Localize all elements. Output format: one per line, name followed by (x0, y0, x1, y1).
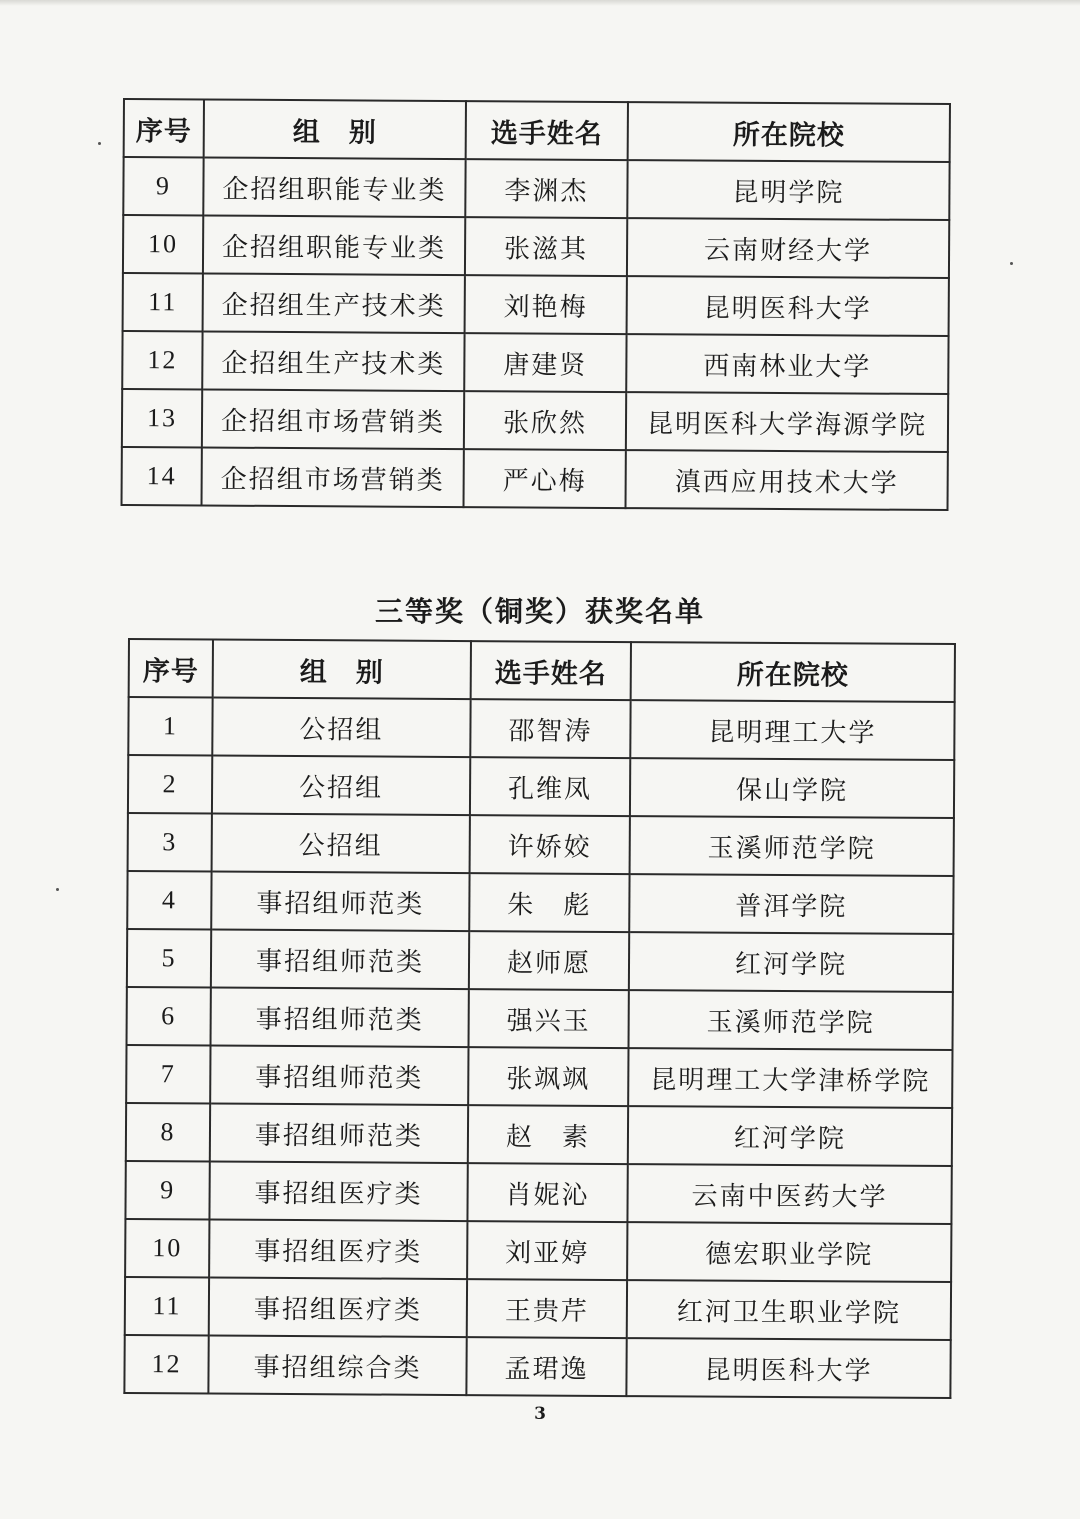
scan-speck (56, 888, 59, 891)
cell-name: 邵智涛 (470, 699, 630, 758)
cell-school: 德宏职业学院 (627, 1222, 951, 1282)
bronze-award-table (123, 638, 956, 1399)
header-group: 组 别 (213, 640, 471, 700)
header-school: 所在院校 (628, 102, 950, 162)
cell-group: 事招组师范类 (211, 872, 469, 932)
cell-name: 刘亚婷 (467, 1221, 627, 1280)
cell-seq: 11 (125, 1277, 209, 1336)
cell-school: 玉溪师范学院 (630, 816, 954, 876)
table-row (125, 1161, 951, 1224)
cell-name: 许娇姣 (470, 815, 630, 874)
award-table-continued (121, 98, 951, 511)
cell-school: 滇西应用技术大学 (626, 450, 948, 510)
table-header-row (129, 639, 955, 702)
cell-name: 李渊杰 (465, 159, 627, 218)
cell-group: 事招组医疗类 (209, 1278, 467, 1338)
header-seq: 序号 (124, 99, 204, 157)
cell-school: 昆明医科大学 (626, 1338, 950, 1398)
cell-name: 张欣然 (464, 391, 626, 450)
cell-name: 朱 彪 (469, 873, 629, 932)
table-row (128, 813, 954, 876)
cell-name: 唐建贤 (464, 333, 626, 392)
cell-school: 红河学院 (628, 1106, 952, 1166)
cell-school: 昆明理工大学 (630, 700, 954, 760)
cell-group: 企招组市场营销类 (202, 447, 464, 507)
cell-group: 企招组生产技术类 (202, 331, 464, 391)
section-title: 三等奖（铜奖）获奖名单 (374, 595, 705, 628)
table-row (122, 331, 948, 394)
cell-group: 企招组生产技术类 (203, 273, 465, 333)
table-row (123, 157, 949, 220)
cell-school: 昆明理工大学津桥学院 (628, 1048, 952, 1108)
cell-school: 昆明医科大学海源学院 (626, 392, 948, 452)
cell-seq: 7 (126, 1045, 210, 1104)
cell-group: 事招组医疗类 (209, 1220, 467, 1280)
cell-seq: 6 (127, 987, 211, 1046)
table-body (122, 157, 950, 510)
cell-group: 事招组综合类 (208, 1336, 466, 1396)
table-header-row (124, 99, 950, 162)
cell-group: 事招组师范类 (211, 988, 469, 1048)
cell-group: 企招组市场营销类 (202, 389, 464, 449)
cell-school: 云南中医药大学 (627, 1164, 951, 1224)
scan-speck (1010, 262, 1013, 265)
cell-school: 保山学院 (630, 758, 954, 818)
cell-seq: 11 (123, 273, 203, 331)
cell-name: 孔维凤 (470, 757, 630, 816)
table-row (122, 447, 948, 510)
cell-group: 公招组 (212, 698, 470, 758)
cell-name: 赵 素 (468, 1105, 628, 1164)
cell-name: 张滋其 (465, 217, 627, 276)
table-row (128, 697, 954, 760)
cell-school: 昆明医科大学 (627, 276, 949, 336)
table-row (127, 871, 953, 934)
cell-group: 公招组 (212, 814, 470, 874)
cell-name: 孟珺逸 (466, 1337, 626, 1396)
cell-school: 普洱学院 (629, 874, 953, 934)
cell-name: 张飒飒 (468, 1047, 628, 1106)
table-row (127, 987, 953, 1050)
page-number: 3 (534, 1404, 546, 1424)
cell-group: 事招组师范类 (210, 1046, 468, 1106)
cell-name: 肖妮沁 (467, 1163, 627, 1222)
cell-group: 事招组师范类 (211, 930, 469, 990)
table-row (127, 929, 953, 992)
cell-school: 昆明学院 (627, 160, 949, 220)
header-name: 选手姓名 (471, 641, 631, 700)
cell-seq: 14 (122, 447, 202, 505)
cell-seq: 1 (128, 697, 212, 756)
cell-seq: 12 (124, 1335, 208, 1394)
header-name: 选手姓名 (466, 101, 628, 160)
cell-school: 红河学院 (629, 932, 953, 992)
cell-group: 企招组职能专业类 (203, 215, 465, 275)
cell-name: 刘艳梅 (465, 275, 627, 334)
cell-seq: 10 (125, 1219, 209, 1278)
cell-group: 公招组 (212, 756, 470, 816)
table-row (124, 1335, 950, 1398)
cell-seq: 9 (123, 157, 203, 215)
table-row (126, 1103, 952, 1166)
cell-school: 西南林业大学 (626, 334, 948, 394)
table-row (126, 1045, 952, 1108)
table-row (128, 755, 954, 818)
header-seq: 序号 (129, 639, 213, 698)
cell-seq: 2 (128, 755, 212, 814)
cell-seq: 8 (126, 1103, 210, 1162)
cell-group: 企招组职能专业类 (203, 157, 465, 217)
cell-seq: 4 (127, 871, 211, 930)
cell-seq: 10 (123, 215, 203, 273)
table-body (124, 697, 954, 1398)
cell-seq: 3 (128, 813, 212, 872)
table-row (125, 1219, 951, 1282)
header-school: 所在院校 (631, 642, 955, 702)
cell-school: 玉溪师范学院 (629, 990, 953, 1050)
cell-name: 王贵芹 (467, 1279, 627, 1338)
cell-seq: 9 (125, 1161, 209, 1220)
header-group: 组 别 (204, 99, 466, 159)
cell-name: 赵师愿 (469, 931, 629, 990)
cell-school: 云南财经大学 (627, 218, 949, 278)
cell-group: 事招组师范类 (210, 1104, 468, 1164)
table-row (123, 215, 949, 278)
cell-school: 红河卫生职业学院 (627, 1280, 951, 1340)
scan-speck (98, 142, 101, 145)
table-row (123, 273, 949, 336)
page-top-edge (0, 0, 1080, 6)
cell-seq: 12 (122, 331, 202, 389)
cell-seq: 5 (127, 929, 211, 988)
cell-group: 事招组医疗类 (209, 1162, 467, 1222)
cell-seq: 13 (122, 389, 202, 447)
cell-name: 强兴玉 (469, 989, 629, 1048)
table-row (122, 389, 948, 452)
cell-name: 严心梅 (464, 449, 626, 508)
table-row (125, 1277, 951, 1340)
